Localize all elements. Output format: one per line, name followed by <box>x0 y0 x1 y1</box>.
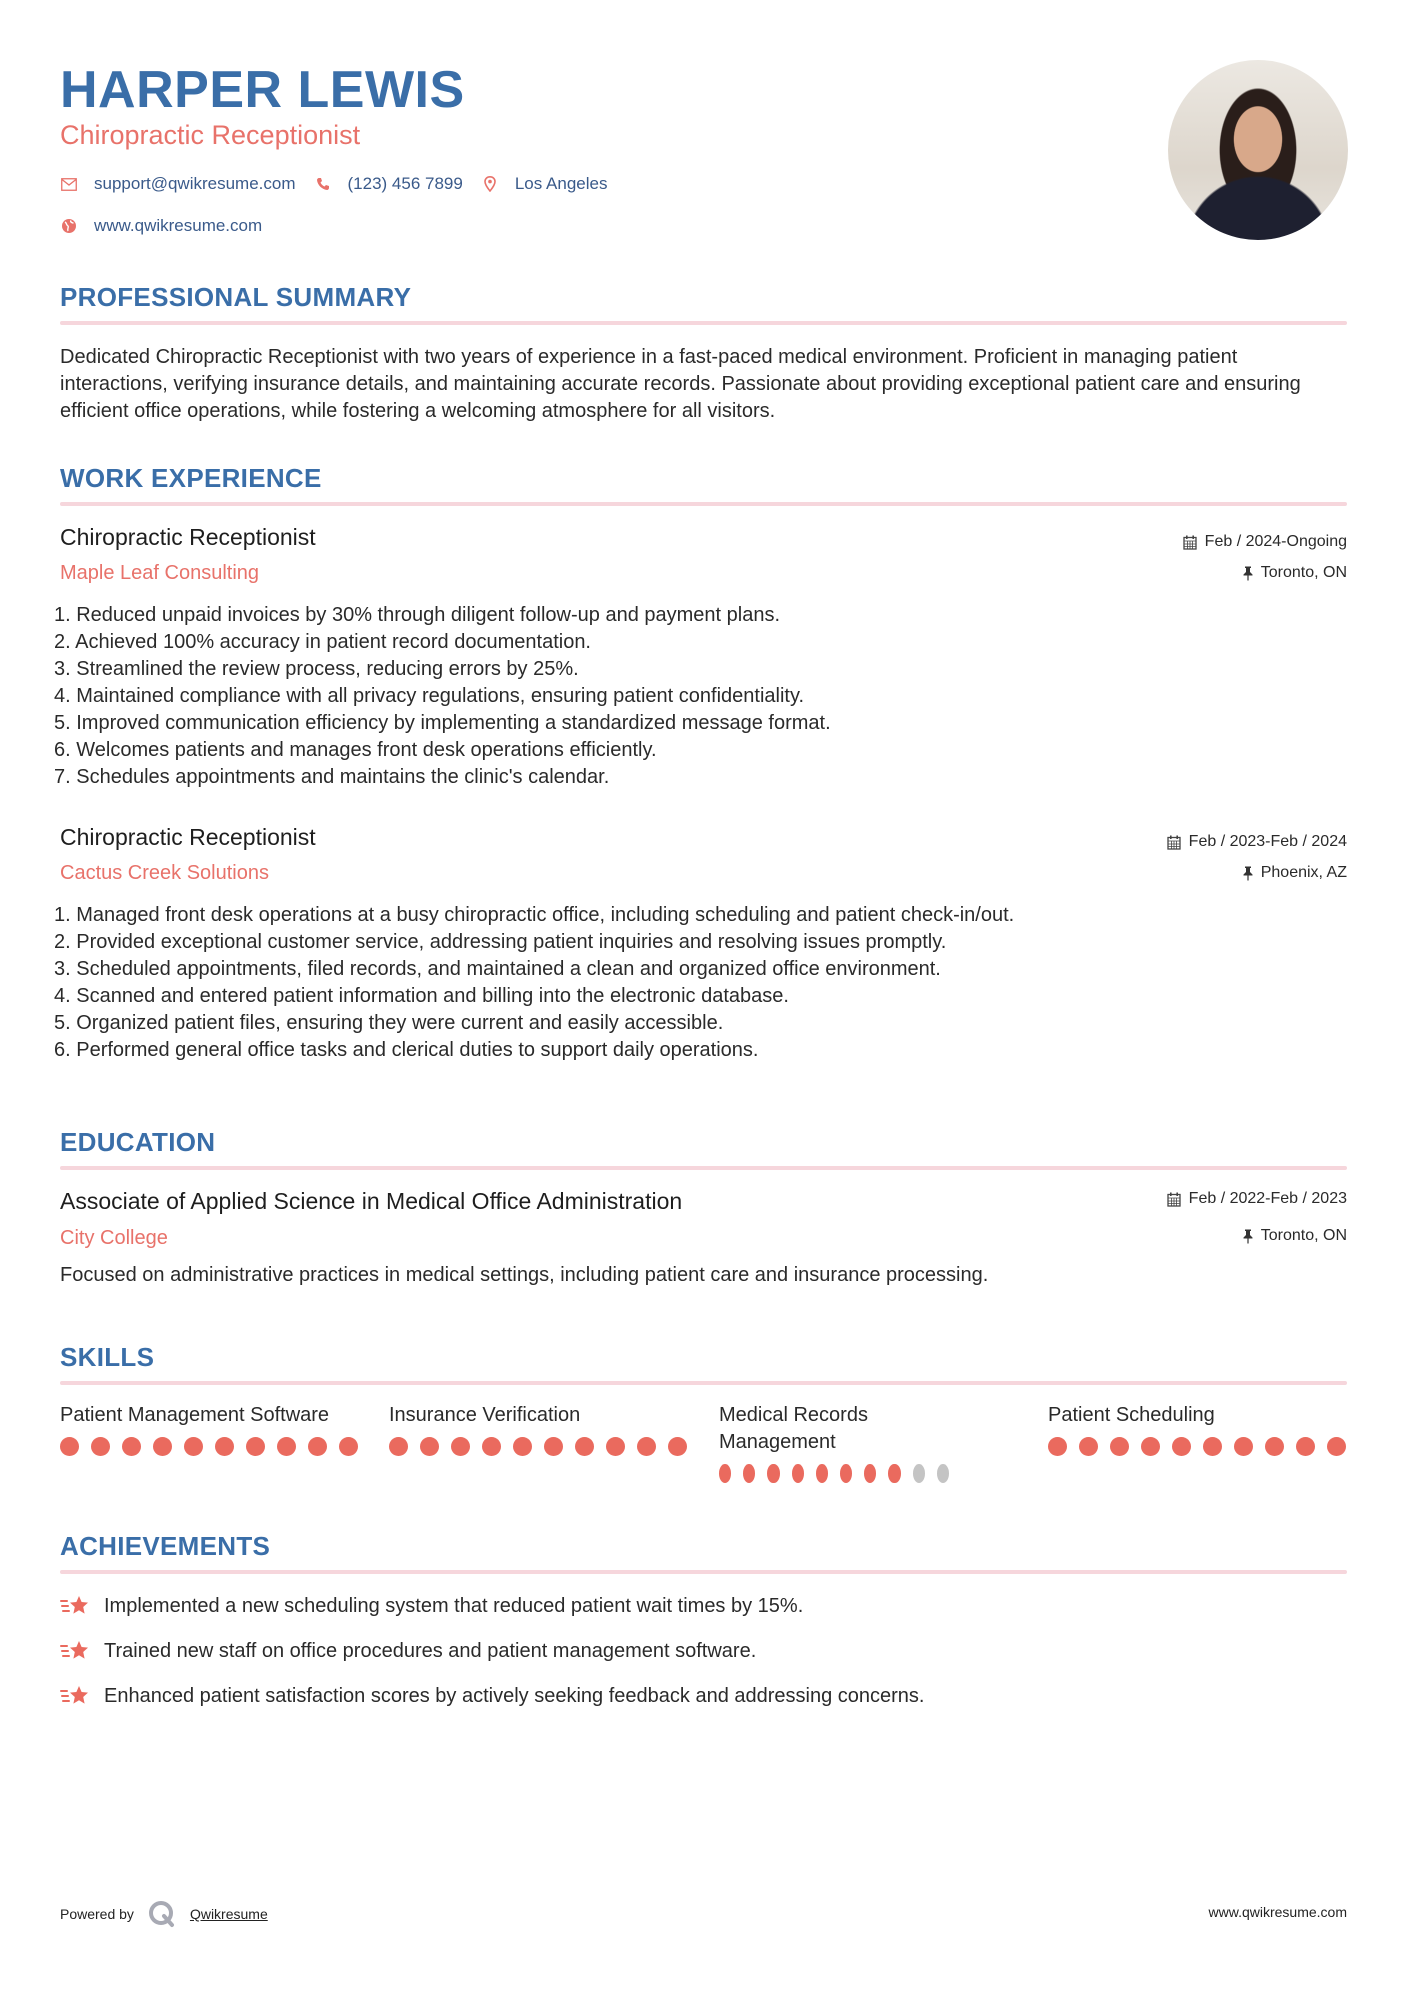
rating-dot-filled <box>668 1437 687 1456</box>
skill-rating <box>719 1464 949 1483</box>
rating-dot-filled <box>792 1464 804 1483</box>
rating-dot-empty <box>937 1464 949 1483</box>
pushpin-icon <box>1243 866 1253 881</box>
candidate-title: Chiropractic Receptionist <box>60 120 361 150</box>
job-dates: Feb / 2023-Feb / 2024 <box>1167 833 1347 851</box>
contact-website[interactable]: www.qwikresume.com <box>94 216 263 235</box>
rating-dot-filled <box>91 1437 110 1456</box>
calendar-icon <box>1183 535 1197 550</box>
rating-dot-filled <box>767 1464 779 1483</box>
section-divider <box>60 321 1347 325</box>
website-row <box>60 214 280 238</box>
summary-text: Dedicated Chiropractic Receptionist with two years of experience in a fast-paced medical environment. Proficient in managing patient interactions, verifying insurance details, and maintaining accurate records. Passionate about providing exceptional patient care and ensuring efficient office operations, while fostering a welcoming atmosphere for all visitors. <box>60 346 1301 422</box>
phone-icon <box>314 175 332 193</box>
job-bullets <box>54 602 1354 791</box>
rating-dot-filled <box>637 1437 656 1456</box>
rating-dot-filled <box>451 1437 470 1456</box>
skill-item <box>1048 1402 1348 1456</box>
shooting-star-icon <box>60 1682 92 1710</box>
rating-dot-filled <box>840 1464 852 1483</box>
section-heading-achievements: ACHIEVEMENTS <box>60 1531 271 1561</box>
rating-dot-filled <box>482 1437 501 1456</box>
rating-dot-filled <box>277 1437 296 1456</box>
calendar-icon <box>1167 835 1181 850</box>
list-item: 2. Provided exceptional customer service, addressing patient inquiries and resolving issues promptly. <box>54 931 947 953</box>
list-item: 4. Maintained compliance with all privacy regulations, ensuring patient confidentiality. <box>54 685 805 707</box>
rating-dot-filled <box>122 1437 141 1456</box>
rating-dot-filled <box>743 1464 755 1483</box>
contact-row <box>60 172 625 196</box>
skill-rating <box>60 1437 360 1456</box>
rating-dot-filled <box>1296 1437 1315 1456</box>
rating-dot-filled <box>719 1464 731 1483</box>
contact-email[interactable]: support@qwikresume.com <box>94 174 296 193</box>
section-heading-skills: SKILLS <box>60 1342 155 1372</box>
rating-dot-filled <box>1327 1437 1346 1456</box>
rating-dot-filled <box>246 1437 265 1456</box>
list-item: 1. Managed front desk operations at a busy chiropractic office, including scheduling and patient check-in/out. <box>54 904 1015 926</box>
profile-photo <box>1168 60 1348 240</box>
globe-icon <box>60 217 78 235</box>
shooting-star-icon <box>60 1637 92 1665</box>
rating-dot-filled <box>888 1464 900 1483</box>
rating-dot-filled <box>1265 1437 1284 1456</box>
shooting-star-icon <box>60 1592 92 1620</box>
section-heading-summary: PROFESSIONAL SUMMARY <box>60 282 412 312</box>
rating-dot-filled <box>1110 1437 1129 1456</box>
section-divider <box>60 502 1347 506</box>
degree-title: Associate of Applied Science in Medical Office Administration <box>60 1188 683 1214</box>
list-item: 6. Welcomes patients and manages front desk operations efficiently. <box>54 739 657 761</box>
list-item: 2. Achieved 100% accuracy in patient record documentation. <box>54 631 591 653</box>
job-dates: Feb / 2024-Ongoing <box>1183 533 1347 551</box>
rating-dot-filled <box>339 1437 358 1456</box>
rating-dot-filled <box>1172 1437 1191 1456</box>
contact-phone[interactable]: (123) 456 7899 <box>347 174 463 193</box>
rating-dot-filled <box>215 1437 234 1456</box>
list-item: 1. Reduced unpaid invoices by 30% through diligent follow-up and payment plans. <box>54 604 781 626</box>
job-location: Toronto, ON <box>1243 564 1347 582</box>
rating-dot-filled <box>1141 1437 1160 1456</box>
skill-rating <box>1048 1437 1348 1456</box>
skill-label: Patient Management Software <box>60 1404 330 1426</box>
section-divider <box>60 1381 1347 1385</box>
map-pin-icon <box>481 175 499 193</box>
footer-url[interactable]: www.qwikresume.com <box>1208 1904 1347 1920</box>
section-heading-education: EDUCATION <box>60 1127 216 1157</box>
rating-dot-filled <box>513 1437 532 1456</box>
section-divider <box>60 1570 1347 1574</box>
skill-label: Patient Scheduling <box>1048 1404 1215 1426</box>
section-heading-experience: WORK EXPERIENCE <box>60 463 322 493</box>
list-item: 4. Scanned and entered patient information and billing into the electronic database. <box>54 985 789 1007</box>
envelope-icon <box>60 175 78 193</box>
list-item: 5. Organized patient files, ensuring they were current and easily accessible. <box>54 1012 724 1034</box>
job-location: Phoenix, AZ <box>1243 864 1347 882</box>
rating-dot-filled <box>184 1437 203 1456</box>
rating-dot-filled <box>60 1437 79 1456</box>
list-item: 6. Performed general office tasks and clerical duties to support daily operations. <box>54 1039 759 1061</box>
rating-dot-filled <box>544 1437 563 1456</box>
skill-label: Medical Records Management <box>719 1404 868 1453</box>
skill-item <box>60 1402 360 1456</box>
qwikresume-link[interactable]: Qwikresume <box>189 1906 268 1922</box>
school-name: City College <box>60 1227 168 1249</box>
education-description: Focused on administrative practices in medical settings, including patient care and insurance processing. <box>60 1264 989 1286</box>
skill-item <box>389 1402 689 1456</box>
candidate-name: HARPER LEWIS <box>60 61 465 119</box>
rating-dot-filled <box>816 1464 828 1483</box>
list-item: 3. Streamlined the review process, reducing errors by 25%. <box>54 658 579 680</box>
job-company: Cactus Creek Solutions <box>60 862 269 884</box>
achievement-item: Enhanced patient satisfaction scores by actively seeking feedback and addressing concerns. <box>60 1682 925 1710</box>
rating-dot-filled <box>864 1464 876 1483</box>
list-item: 7. Schedules appointments and maintains the clinic's calendar. <box>54 766 610 788</box>
rating-dot-filled <box>420 1437 439 1456</box>
pushpin-icon <box>1243 566 1253 581</box>
skill-label: Insurance Verification <box>389 1404 581 1426</box>
rating-dot-empty <box>913 1464 925 1483</box>
calendar-icon <box>1167 1192 1181 1207</box>
rating-dot-filled <box>1079 1437 1098 1456</box>
rating-dot-filled <box>389 1437 408 1456</box>
job-title: Chiropractic Receptionist <box>60 524 316 550</box>
job-company: Maple Leaf Consulting <box>60 562 260 584</box>
rating-dot-filled <box>1234 1437 1253 1456</box>
list-item: 3. Scheduled appointments, filed records, and maintained a clean and organized office environment. <box>54 958 941 980</box>
rating-dot-filled <box>1048 1437 1067 1456</box>
job-bullets <box>54 902 1354 1064</box>
list-item: 5. Improved communication efficiency by implementing a standardized message format. <box>54 712 831 734</box>
rating-dot-filled <box>308 1437 327 1456</box>
achievement-item: Implemented a new scheduling system that reduced patient wait times by 15%. <box>60 1592 803 1620</box>
qwikresume-logo-icon <box>148 1900 176 1928</box>
education-dates: Feb / 2022-Feb / 2023 <box>1167 1190 1347 1208</box>
rating-dot-filled <box>1203 1437 1222 1456</box>
footer-powered-by: Powered by Qwikresume <box>60 1900 268 1928</box>
rating-dot-filled <box>153 1437 172 1456</box>
rating-dot-filled <box>575 1437 594 1456</box>
education-location: Toronto, ON <box>1243 1227 1347 1245</box>
job-title: Chiropractic Receptionist <box>60 824 316 850</box>
rating-dot-filled <box>606 1437 625 1456</box>
contact-location: Los Angeles <box>514 174 608 193</box>
achievement-item: Trained new staff on office procedures and patient management software. <box>60 1637 756 1665</box>
skill-rating <box>389 1437 689 1456</box>
pushpin-icon <box>1243 1229 1253 1244</box>
skill-item <box>719 1402 949 1483</box>
section-divider <box>60 1166 1347 1170</box>
